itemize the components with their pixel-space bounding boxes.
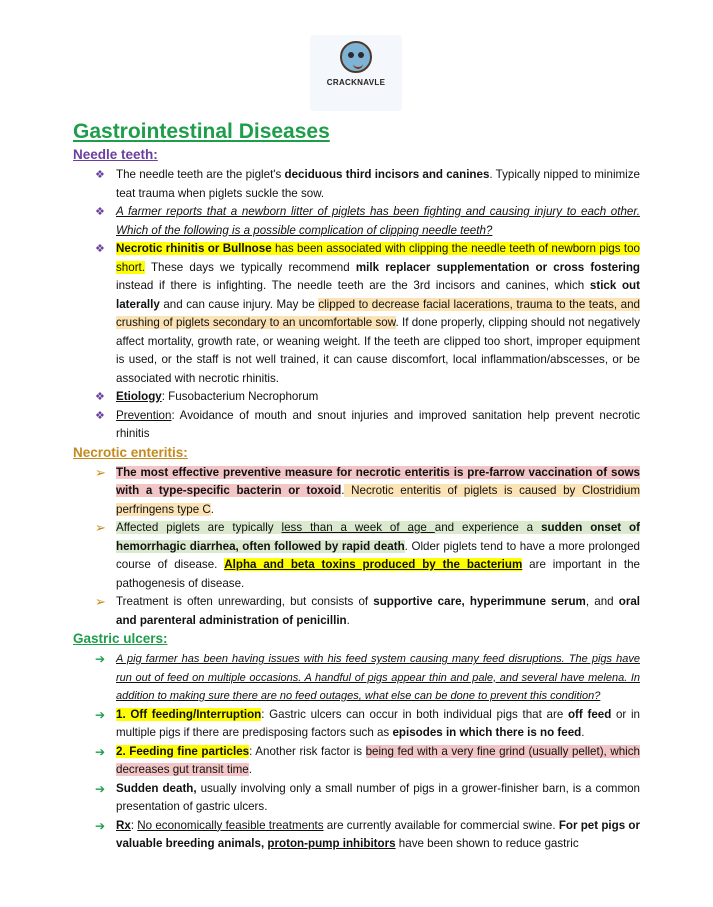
list-item: ❖ A farmer reports that a newborn litter of piglets has been fighting and causing injury to each other. Which of the following is a possible complication of clipping needle teeth? [95,205,640,237]
arrow-bullet-icon: ➔ [95,781,106,796]
list-item: ➢ The most effective preventive measure for necrotic enteritis is pre-farrow vaccination of sows with a type-specific bacterin or toxoid. Necrotic enteritis of piglets is caused by Clostridium perfringens type C. [95,464,640,516]
section-heading-needle-teeth: Needle teeth: [73,147,158,162]
gastric-ulcers-list [73,650,640,854]
list-item: ❖ Prevention: Avoidance of mouth and snout injuries and improved sanitation help prevent necrotic rhinitis [95,408,640,440]
list-item: ❖ The needle teeth are the piglet's deciduous third incisors and canines. Typically nipped to minimize teat trauma when piglets suckle the sow. [95,168,641,200]
arrow-bullet-icon: ➔ [95,707,106,722]
page-title: Gastrointestinal Diseases [73,120,330,143]
list-item: ➢ Treatment is often unrewarding, but consists of supportive care, hyperimmune serum, and oral and parenteral administration of penicillin. [95,594,640,627]
arrow-bullet-icon: ➔ [95,652,106,666]
diamond-bullet-icon: ❖ [95,391,105,403]
section-heading-necrotic-enteritis: Necrotic enteritis: [73,444,188,460]
list-item: ➔ Sudden death, usually involving only a small number of pigs in a grower-finisher barn, is a common presentation of gastric ulcers. [95,781,640,813]
owl-mascot-icon [340,41,372,73]
logo-text: CRACKNAVLE [326,78,386,87]
list-item: ➔ A pig farmer has been having issues with his feed system causing many feed disruptions. The pigs have run out of feed on multiple occasions. A handful of pigs appear thin and pale, and several have melena. In addition to making sure there are no feed outages, what else can be done to prevent this condition? [95,652,640,702]
list-item: ❖ Necrotic rhinitis or Bullnose has been associated with clipping the needle teeth of newborn pigs too short. These days we typically recommend milk replacer supplementation or cross fostering instead if there is infighting. The needle teeth are the 3rd incisors and canines, which stick out laterally and can cause injury. May be clipped to decrease facial lacerations, trauma to the teats, and crushing of piglets secondary to an uncomfortable sow. If done properly, clipping should not negatively affect mortality, growth rate, or weaning weight. If the teeth are clipped too short, improper equipment is used, or the staff is not well trained, it can cause discomfort, local inflammation/abscesses, or be associated with necrotic rhinitis. [95,242,641,385]
necrotic-enteritis-list [73,464,640,631]
arrow-bullet-icon: ➔ [95,744,106,759]
arrow-bullet-icon: ➢ [95,464,106,480]
list-item: ➢ Affected piglets are typically less than a week of age and experience a sudden onset of hemorrhagic diarrhea, often followed by rapid death. Older piglets tend to have a more prolonged course of disease. Alpha and beta toxins produced by the bacterium are important in the pathogenesis of disease. [95,520,640,590]
list-item: ➔ 1. Off feeding/Interruption: Gastric ulcers can occur in both individual pigs that are off feed or in multiple pigs if there are predisposing factors such as episodes in which there is no feed. [95,707,640,739]
diamond-bullet-icon: ❖ [95,409,105,422]
arrow-bullet-icon: ➢ [95,594,106,609]
logo [310,35,402,111]
list-item: ❖ Etiology: Fusobacterium Necrophorum [73,388,640,407]
document-body [73,118,640,854]
diamond-bullet-icon: ❖ [95,206,105,218]
list-item: ➔ Rx: No economically feasible treatments are currently available for commercial swine. For pet pigs or valuable breeding animals, proton-pump inhibitors have been shown to reduce gastric [95,818,640,850]
needle-teeth-list [73,166,640,444]
arrow-bullet-icon: ➔ [95,818,106,833]
section-heading-gastric-ulcers: Gastric ulcers: [73,631,168,646]
list-item: ➔ 2. Feeding fine particles: Another risk factor is being fed with a very fine grind (usually pellet), which decreases gut transit time. [95,744,640,776]
diamond-bullet-icon: ❖ [95,169,105,181]
arrow-bullet-icon: ➢ [95,520,106,535]
diamond-bullet-icon: ❖ [95,243,105,255]
